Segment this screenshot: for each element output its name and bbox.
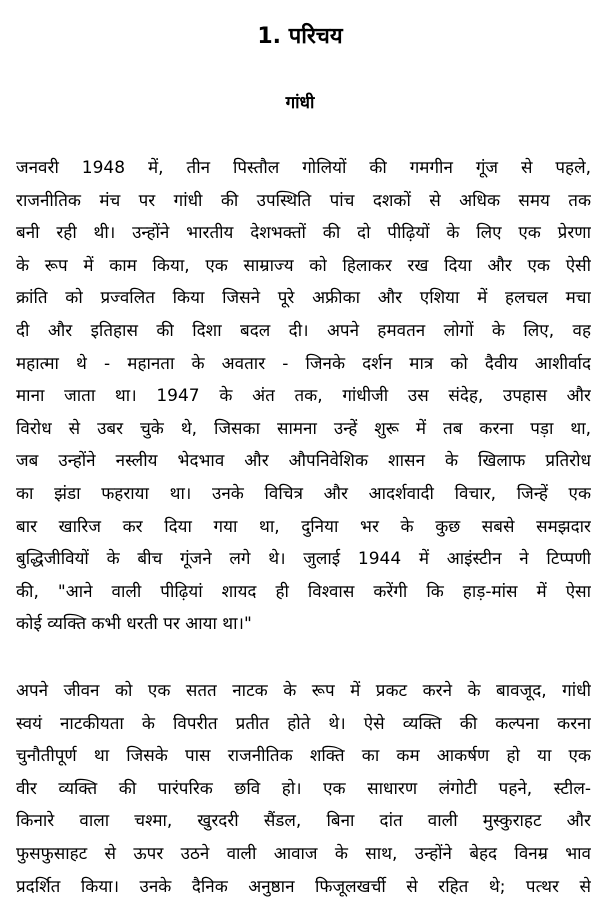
paragraph-line: वीर व्यक्ति की पारंपरिक छवि हो। एक साधारण लंगोटी पहने, स्टील- — [16, 778, 591, 799]
paragraph-line: फुसफुसाहट से ऊपर उठने वाली आवाज के साथ, उन्होंने बेहद विनम्र भाव — [16, 843, 591, 864]
paragraph-line: जनवरी 1948 में, तीन पिस्तौल गोलियों की गमगीन गूंज से पहले, — [16, 158, 591, 178]
paragraph-line: के रूप में काम किया, एक साम्राज्य को हिलाकर रख दिया और एक ऐसी — [16, 255, 591, 276]
paragraph-line: कोई व्यक्ति कभी धरती पर आया था।" — [16, 614, 252, 635]
paragraph-line: का झंडा फहराया था। उनके विचित्र और आदर्शवादी विचार, जिन्हें एक — [16, 483, 591, 504]
paragraph-line: किनारे वाला चश्मा, खुरदरी सैंडल, बिना दांत वाली मुस्कुराहट और — [16, 811, 591, 832]
paragraph-line: अपने जीवन को एक सतत नाटक के रूप में प्रकट करने के बावजूद, गांधी — [16, 681, 591, 701]
chapter-title: 1. परिचय — [257, 24, 343, 49]
paragraph-line: क्रांति को प्रज्वलित किया जिसने पूरे अफ्रीका और एशिया में हलचल मचा — [16, 288, 591, 309]
paragraph-line: की, "आने वाली पीढ़ियां शायद ही विश्वास करेंगी कि हाड़-मांस में ऐसा — [16, 581, 591, 602]
paragraph-line: महात्मा थे - महानता के अवतार - जिनके दर्शन मात्र को दैवीय आशीर्वाद — [16, 353, 591, 374]
paragraph-line: विरोध से उबर चुके थे, जिसका सामना उन्हें शुरू में तब करना पड़ा था, — [16, 418, 591, 439]
paragraph-line: राजनीतिक मंच पर गांधी की उपस्थिति पांच दशकों से अधिक समय तक — [16, 190, 591, 211]
paragraph-line: प्रदर्शित किया। उनके दैनिक अनुष्ठान फिजूलखर्ची से रहित थे; पत्थर से — [16, 876, 591, 897]
section-title: गांधी — [285, 93, 315, 113]
paragraph-1 — [16, 152, 591, 641]
paragraph-line: बुद्धिजीवियों के बीच गूंजने लगे थे। जुलाई 1944 में आइंस्टीन ने टिप्पणी — [16, 549, 591, 570]
paragraph-2 — [16, 675, 591, 903]
paragraph-line: चुनौतीपूर्ण था जिसके पास राजनीतिक शक्ति का कम आकर्षण हो या एक — [16, 746, 591, 767]
paragraph-line: दी और इतिहास की दिशा बदल दी। अपने हमवतन लोगों के लिए, वह — [16, 320, 591, 341]
paragraph-line: जब उन्होंने नस्लीय भेदभाव और औपनिवेशिक शासन के खिलाफ प्रतिरोध — [16, 451, 591, 472]
paragraph-line: बार खारिज कर दिया गया था, दुनिया भर के कुछ सबसे समझदार — [16, 516, 591, 537]
paragraph-line: माना जाता था। 1947 के अंत तक, गांधीजी उस संदेह, उपहास और — [16, 386, 591, 407]
paragraph-line: बनी रही थी। उन्होंने भारतीय देशभक्तों की दो पीढ़ियों के लिए एक प्रेरणा — [16, 223, 591, 244]
paragraph-line: स्वयं नाटकीयता के विपरीत प्रतीत होते थे। ऐसे व्यक्ति की कल्पना करना — [16, 713, 591, 734]
